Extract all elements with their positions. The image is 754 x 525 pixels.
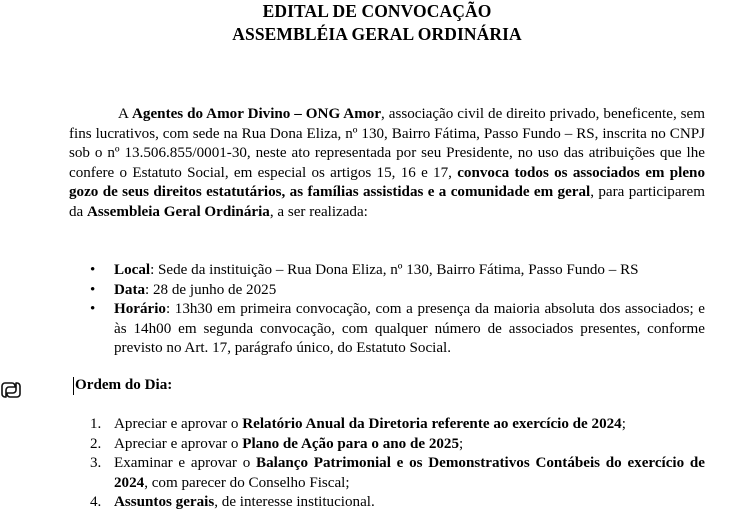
item-text-end: ; [459,435,464,452]
intro-text-1: A [118,106,133,122]
item-bold: Balanço Patrimonial e os Demonstrativos Contábeis do exercício de 2024 [114,455,706,491]
agenda-list [90,415,705,513]
bullet: • [90,301,96,318]
intro-text-3: , para participarem da [69,184,705,220]
agenda-item [90,415,705,435]
convocation-statement: convoca todos os associados em pleno gozo de seus direitos estatutários, as famílias assistidas e a comunidade em geral [69,164,705,201]
agenda-heading: Ordem do Dia: [75,377,173,393]
item-text-end: , com parecer do Conselho Fiscal; [144,474,350,491]
item-text: Apreciar e aprovar o [114,435,243,452]
assembly-name: Assembleia Geral Ordinária [87,203,270,220]
text-cursor [73,377,74,395]
intro-text-4: , a ser realizada: [269,203,368,220]
item-text: Apreciar e aprovar o [114,416,243,432]
detail-label: Horário [114,301,166,318]
detail-text: : Sede da instituição – Rua Dona Eliza, nº 130, Bairro Fátima, Passo Fundo – RS [150,262,639,278]
item-text: Examinar e aprovar o [114,455,257,472]
meeting-details-list [90,261,705,359]
agenda-item [90,493,705,513]
detail-date [90,281,705,301]
bullet: • [90,281,96,298]
item-bold: Assuntos gerais [114,494,215,511]
item-number: 1. [90,416,102,432]
detail-time [90,300,705,359]
document-subtitle: ASSEMBLÉIA GERAL ORDINÁRIA [232,24,522,44]
item-number: 2. [90,435,102,452]
intro-text-2: , associação civil de direito privado, beneficente, sem fins lucrativos, com sede na Rua Dona Eliza, nº 130, Bairro Fátima, Passo Fundo – RS, inscrita no CNPJ sob o nº 13.506.855/0001-30, neste ato representada por seu Presidente, no uso das atribuições que lhe confere o Estatuto Social, em especial os artigos 15, 16 e 17, [69,106,705,181]
detail-text: : 28 de junho de 2025 [145,281,277,298]
organization-name: Agentes do Amor Divino – ONG Amor [132,106,382,122]
detail-label: Local [114,262,151,278]
intro-paragraph [69,105,705,223]
item-text-end: ; [621,416,626,432]
agenda-item [90,454,705,493]
item-number: 4. [90,494,102,511]
item-number: 3. [90,455,102,472]
detail-location [90,261,705,281]
document-title: EDITAL DE CONVOCAÇÃO [262,1,492,21]
agenda-item [90,435,705,455]
detail-label: Data [114,281,146,298]
item-bold: Plano de Ação para o ano de 2025 [242,435,460,452]
copilot-icon[interactable] [0,379,22,401]
detail-text: : 13h30 em primeira convocação, com a presença da maioria absoluta dos associados; e às 14h00 em segunda convocação, com qualquer número de associados presentes, conforme previsto no Art. 17, parágrafo único, do Estatuto Social. [114,301,705,357]
item-bold: Relatório Anual da Diretoria referente ao exercício de 2024 [242,416,622,432]
bullet: • [90,262,96,278]
item-text-end: , de interesse institucional. [214,494,375,511]
